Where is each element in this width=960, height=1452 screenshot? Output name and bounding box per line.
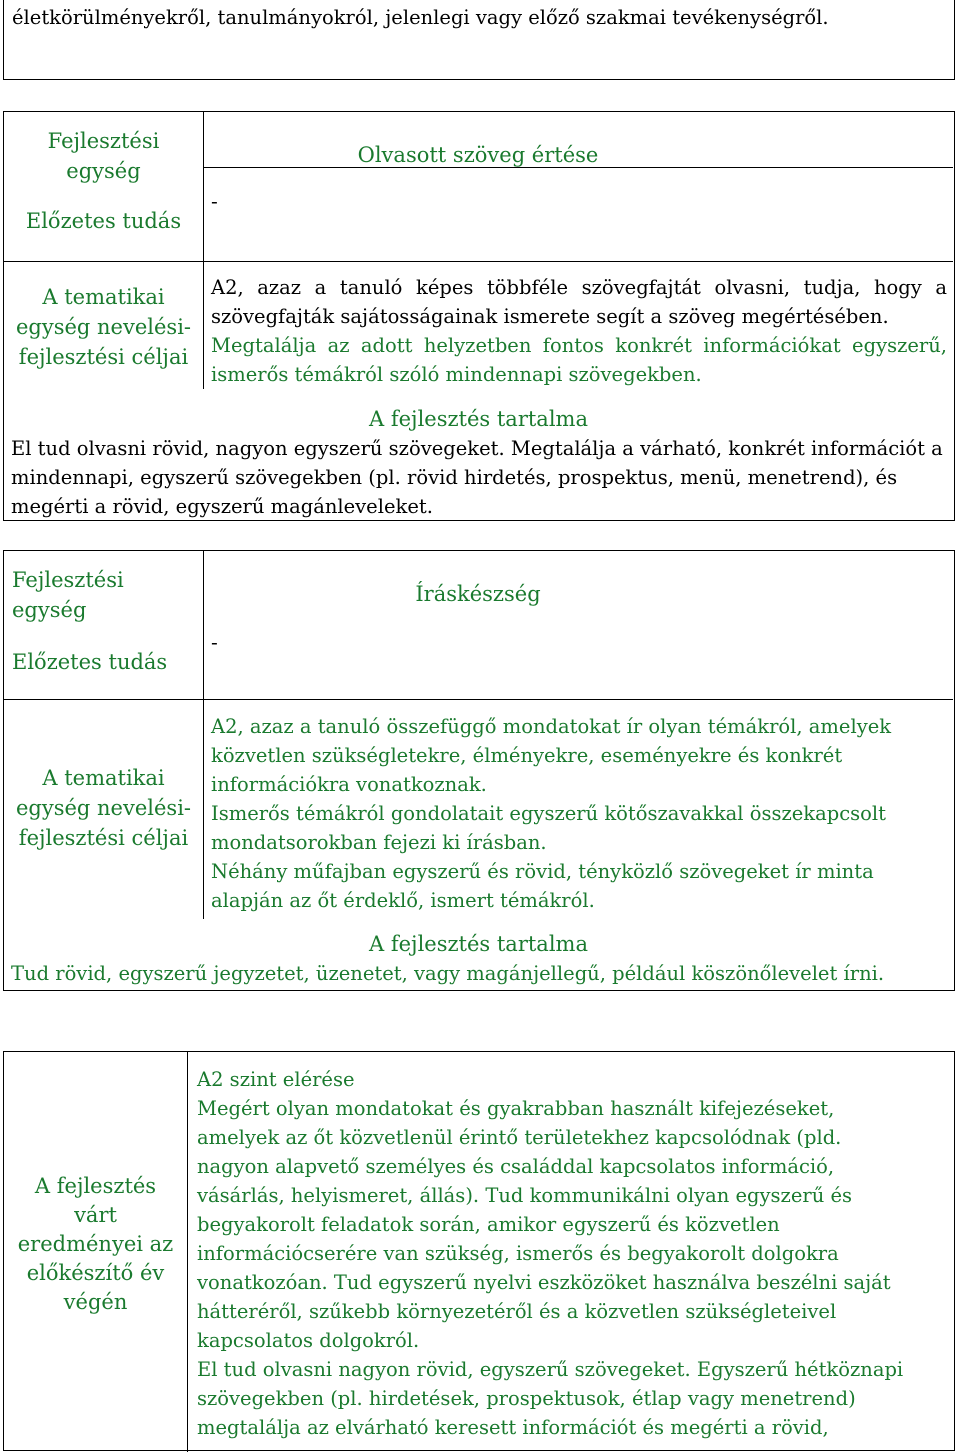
section-reading-table bbox=[3, 111, 955, 521]
goals-line: Ismerős témákról gondolatait egyszerű kötőszavakkal összekapcsolt bbox=[211, 802, 886, 825]
result-line: szövegekben (pl. hirdetések, prospektusok, étlap vagy menetrend) bbox=[197, 1387, 856, 1410]
result-line: hátteréről, szűkebb környezetéről és a közvetlen szükségleteivel bbox=[197, 1300, 837, 1323]
prior-knowledge-value: - bbox=[211, 189, 218, 213]
section-expected-results bbox=[3, 1051, 955, 1451]
goals-label-2-text: A tematikai egység nevelési-fejlesztési céljai bbox=[15, 766, 192, 850]
prior-knowledge-label: Előzetes tudás bbox=[25, 209, 182, 233]
unit-title: Olvasott szöveg értése bbox=[357, 143, 599, 167]
unit-title-2: Íráskészség bbox=[415, 582, 541, 606]
goals-label-text: A tematikai egység nevelési-fejlesztési céljai bbox=[15, 285, 192, 369]
goals-label-2 bbox=[4, 763, 203, 853]
result-line: kapcsolatos dolgokról. bbox=[197, 1329, 420, 1352]
goals-line: közvetlen szükségletekre, élményekre, eseményekre és konkrét bbox=[211, 744, 843, 767]
result-line: vásárlás, helyismeret, állás). Tud kommunikálni olyan egyszerű és bbox=[197, 1184, 852, 1207]
expected-results-label-text: A fejlesztés várt eredményei az előkészítő év végén bbox=[17, 1174, 174, 1314]
result-line: A2 szint elérése bbox=[197, 1068, 355, 1091]
prior-knowledge-value-2: - bbox=[211, 630, 218, 654]
goals-line: Néhány műfajban egyszerű és rövid, tényközlő szövegeket ír minta bbox=[211, 860, 874, 883]
top-block bbox=[3, 0, 955, 80]
goals-line: információkra vonatkoznak. bbox=[211, 773, 487, 796]
unit-label-2-text: Fejlesztési egység bbox=[12, 568, 124, 622]
result-line: megtalálja az elvárható keresett információt és megérti a rövid, bbox=[197, 1416, 829, 1439]
result-line: begyakorolt feladatok során, amikor egyszerű és közvetlen bbox=[197, 1213, 780, 1236]
unit-label bbox=[4, 126, 203, 186]
expected-results-text bbox=[197, 1065, 949, 1442]
top-text: életkörülményekről, tanulmányokról, jelenlegi vagy előző szakmai tevékenységről. bbox=[12, 6, 829, 29]
unit-label-2 bbox=[12, 565, 202, 625]
section-writing-table bbox=[3, 550, 955, 991]
goals-text bbox=[211, 273, 947, 389]
result-line: nagyon alapvető személyes és családdal kapcsolatos információ, bbox=[197, 1155, 835, 1178]
result-line: Megért olyan mondatokat és gyakrabban használt kifejezéseket, bbox=[197, 1097, 835, 1120]
prior-knowledge-label-2: Előzetes tudás bbox=[12, 650, 168, 674]
unit-label-text: Fejlesztési egység bbox=[47, 129, 160, 183]
expected-results-label bbox=[4, 1172, 187, 1317]
goals-paragraph-2: Megtalálja az adott helyzetben fontos konkrét információkat egyszerű, ismerős témákról szóló mindennapi szövegekben. bbox=[211, 334, 947, 386]
result-line: információcserére van szükség, ismerős és begyakorolt dolgokra bbox=[197, 1242, 839, 1265]
goals-paragraph-1: A2, azaz a tanuló képes többféle szövegfajtát olvasni, tudja, hogy a szövegfajták sajátosságainak ismerete segít a szöveg megértésében. bbox=[211, 276, 947, 328]
goals-label bbox=[4, 282, 203, 372]
goals-line: A2, azaz a tanuló összefüggő mondatokat ír olyan témákról, amelyek bbox=[211, 715, 892, 738]
goals-text-2 bbox=[211, 712, 951, 915]
result-line: amelyek az őt közvetlenül érintő területekhez kapcsolódnak (pld. bbox=[197, 1126, 842, 1149]
goals-line: alapján az őt érdeklő, ismert témákról. bbox=[211, 889, 595, 912]
result-line: vonatkozóan. Tud egyszerű nyelvi eszközöket használva beszélni saját bbox=[197, 1271, 891, 1294]
content-text-2: Tud rövid, egyszerű jegyzetet, üzenetet, vagy magánjellegű, például köszönőlevelet írni. bbox=[11, 962, 885, 985]
result-line: El tud olvasni nagyon rövid, egyszerű szövegeket. Egyszerű hétköznapi bbox=[197, 1358, 904, 1381]
content-label-2: A fejlesztés tartalma bbox=[369, 932, 588, 956]
content-text: El tud olvasni rövid, nagyon egyszerű szövegeket. Megtalálja a várható, konkrét információt a mindennapi, egyszerű szövegekben (pl. rövid hirdetés, prospektus, menü, menetrend), és megérti a rövid, egyszerű magánleveleket. bbox=[11, 437, 943, 518]
content-label: A fejlesztés tartalma bbox=[369, 407, 588, 431]
goals-line: mondatsorokban fejezi ki írásban. bbox=[211, 831, 547, 854]
